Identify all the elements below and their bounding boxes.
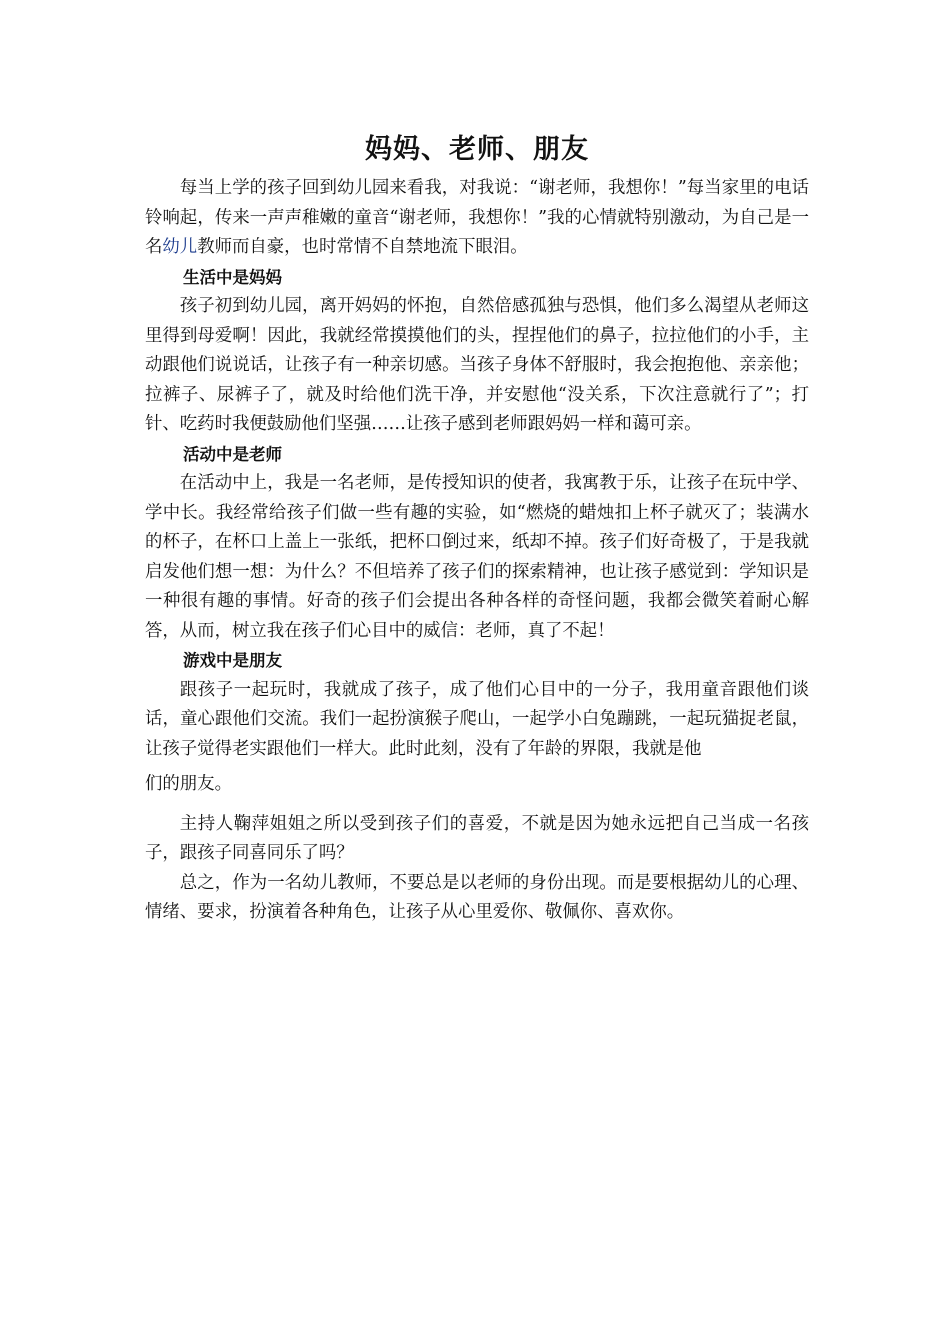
- section-heading-mother: 生活中是妈妈: [182, 267, 282, 287]
- intro-paragraph: [145, 174, 809, 263]
- section-paragraph-mother: 孩子初到幼儿园，离开妈妈的怀抱，自然倍感孤独与恐惧，他们多么渴望从老师这里得到母爱啊！因此，我就经常摸摸他们的头，捏捏他们的鼻子，拉拉他们的小手，主动跟他们说说话，让孩子有一种亲切感。当孩子身体不舒服时，我会抱抱他、亲亲他；拉裤子、尿裤子了，就及时给他们洗干净，并安慰他“没关系，下次注意就行了”；打针、吃药时我便鼓励他们坚强……让孩子感到老师跟妈妈一样和蔼可亲。: [145, 296, 809, 434]
- intro-text-start: 每当上学的孩子回到幼儿园来看我，对我说：“谢老师，我想你！”每当家里的电话铃响起，传来一声声稚嫩的童音“谢老师，我想你！”我的心情就特别激动，为自己是一名: [145, 178, 809, 257]
- closing-paragraph-summary: 总之，作为一名幼儿教师，不要总是以老师的身份出现。而是要根据幼儿的心理、情绪、要求，扮演着各种角色，让孩子从心里爱你、敬佩你、喜欢你。: [145, 872, 809, 922]
- section-heading-friend: 游戏中是朋友: [182, 651, 282, 670]
- section-heading-teacher: 活动中是老师: [182, 444, 282, 464]
- section-paragraph-friend-tail: 们的朋友。: [145, 774, 232, 794]
- section-paragraph-friend: 跟孩子一起玩时，我就成了孩子，成了他们心目中的一分子，我用童音跟他们谈话，童心跟他们交流。我们一起扮演猴子爬山，一起学小白兔蹦跳，一起玩猫捉老鼠，让孩子觉得老实跟他们一样大。此时此刻，没有了年龄的界限，我就是他: [145, 679, 809, 759]
- section-paragraph-teacher: 在活动中上，我是一名老师，是传授知识的使者，我寓教于乐，让孩子在玩中学、学中长。我经常给孩子们做一些有趣的实验，如“燃烧的蜡烛扣上杯子就灭了；装满水的杯子，在杯口上盖上一张纸，把杯口倒过来，纸却不掉。孩子们好奇极了，于是我就启发他们想一想：为什么？不但培养了孩子们的探索精神，也让孩子感觉到：学知识是一种很有趣的事情。好奇的孩子们会提出各种各样的奇怪问题，我都会微笑着耐心解答，从而，树立我在孩子们心目中的威信：老师，真了不起！: [145, 473, 809, 641]
- closing-paragraph-host: 主持人鞠萍姐姐之所以受到孩子们的喜爱，不就是因为她永远把自己当成一名孩子，跟孩子同喜同乐了吗？: [145, 813, 809, 863]
- intro-link[interactable]: 幼儿: [162, 237, 198, 257]
- document-title: 妈妈、老师、朋友: [365, 134, 589, 165]
- document-page: [145, 128, 809, 928]
- intro-text-end: 教师而自豪，也时常情不自禁地流下眼泪。: [197, 237, 528, 257]
